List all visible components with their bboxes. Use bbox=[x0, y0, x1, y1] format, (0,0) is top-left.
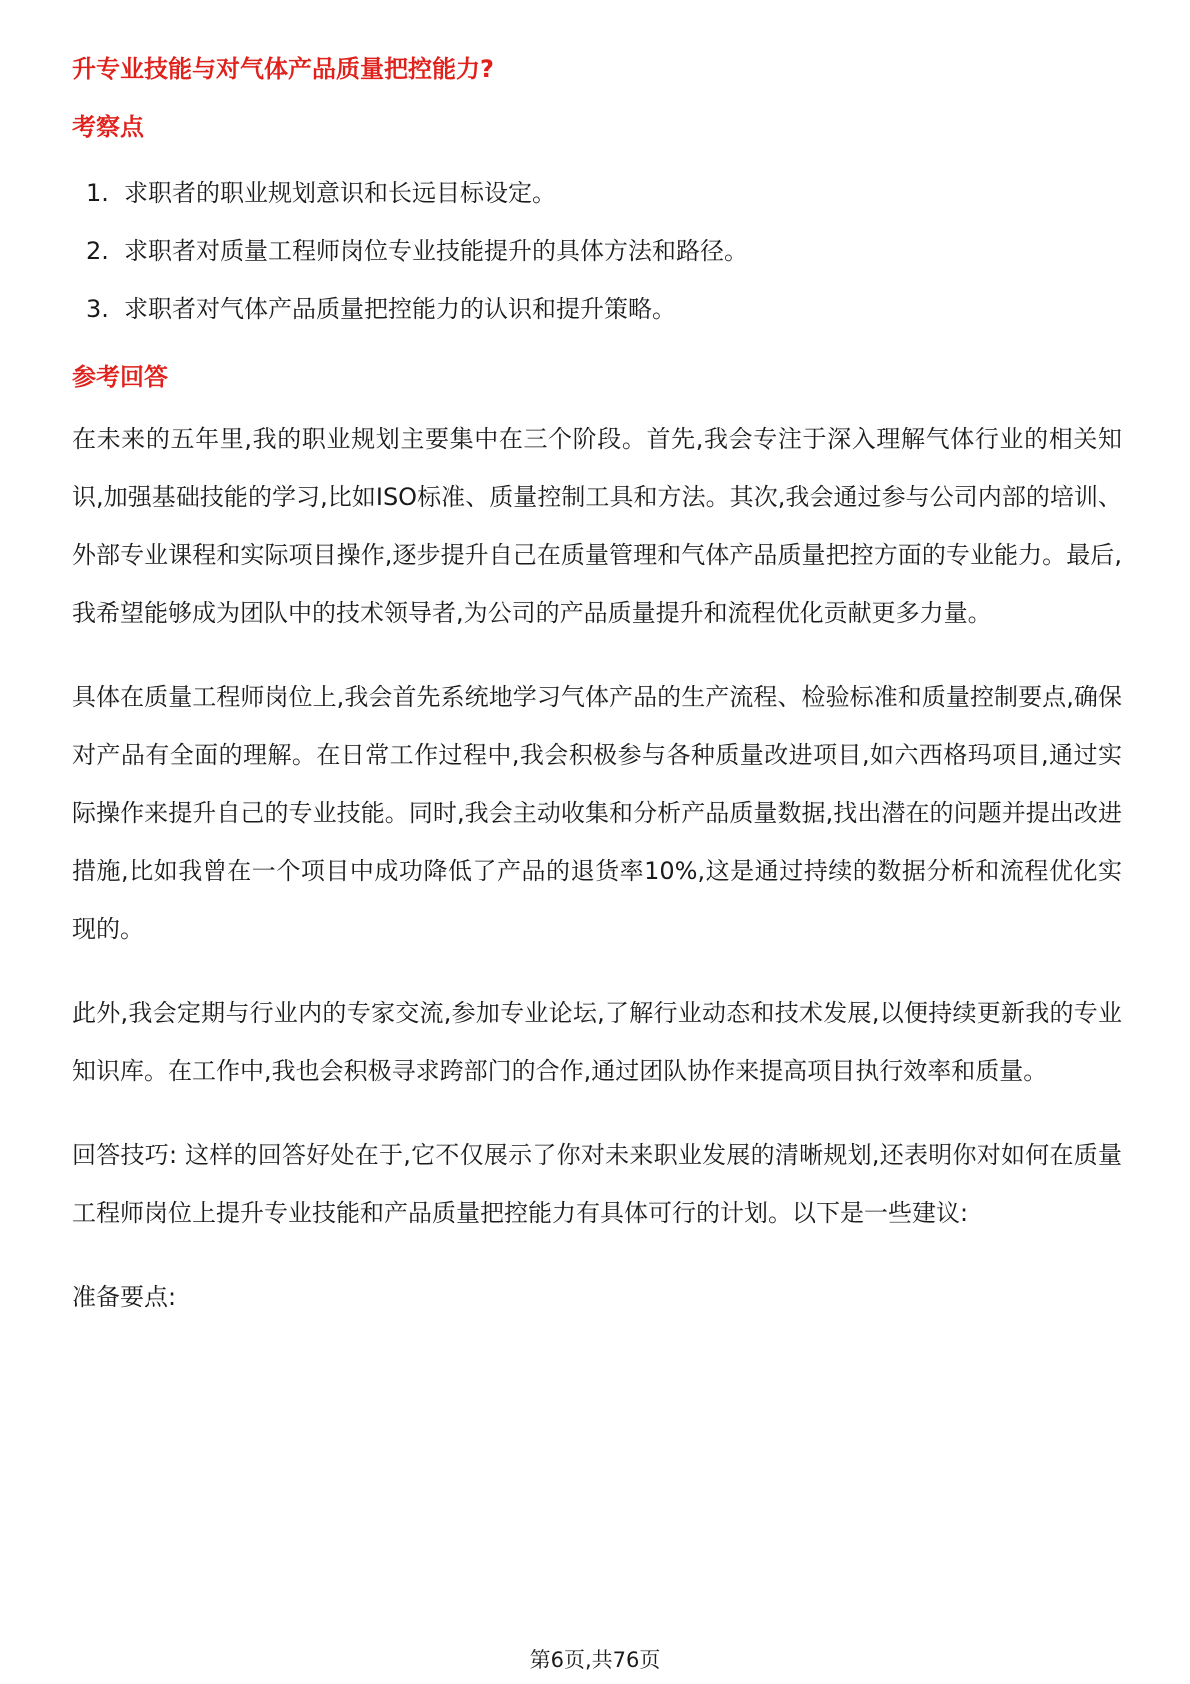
answer-paragraph: 此外,我会定期与行业内的专家交流,参加专业论坛,了解行业动态和技术发展,以便持续更新我的专业知识库。在工作中,我也会积极寻求跨部门的合作,通过团队协作来提高项目执行效率和质量。 bbox=[72, 999, 1122, 1085]
list-item-number: 1. bbox=[86, 179, 109, 207]
list-item-text: 求职者对质量工程师岗位专业技能提升的具体方法和路径。 bbox=[124, 237, 748, 265]
list-item-text: 求职者对气体产品质量把控能力的认识和提升策略。 bbox=[124, 295, 676, 323]
preparation-points-label: 准备要点: bbox=[72, 1283, 177, 1311]
answer-tips-paragraph: 回答技巧: 这样的回答好处在于,它不仅展示了你对未来职业发展的清晰规划,还表明你对如何在质量工程师岗位上提升专业技能和产品质量把控能力有具体可行的计划。以下是一些建议: bbox=[72, 1141, 1122, 1227]
list-item-number: 2. bbox=[86, 237, 109, 265]
page-number-footer: 第6页,共76页 bbox=[529, 1648, 661, 1672]
list-item bbox=[72, 174, 1122, 212]
answer-paragraph: 在未来的五年里,我的职业规划主要集中在三个阶段。首先,我会专注于深入理解气体行业的相关知识,加强基础技能的学习,比如ISO标准、质量控制工具和方法。其次,我会通过参与公司内部的培训、外部专业课程和实际项目操作,逐步提升自己在质量管理和气体产品质量把控方面的专业能力。最后,我希望能够成为团队中的技术领导者,为公司的产品质量提升和流程优化贡献更多力量。 bbox=[72, 425, 1122, 627]
question-title: 升专业技能与对气体产品质量把控能力? bbox=[72, 55, 494, 83]
list-item bbox=[72, 232, 1122, 270]
examination-points-list bbox=[72, 174, 1122, 328]
answer-heading: 参考回答 bbox=[72, 363, 168, 391]
list-item bbox=[72, 290, 1122, 328]
list-item-text: 求职者的职业规划意识和长远目标设定。 bbox=[124, 179, 556, 207]
answer-paragraph: 具体在质量工程师岗位上,我会首先系统地学习气体产品的生产流程、检验标准和质量控制要点,确保对产品有全面的理解。在日常工作过程中,我会积极参与各种质量改进项目,如六西格玛项目,通过实际操作来提升自己的专业技能。同时,我会主动收集和分析产品质量数据,找出潜在的问题并提出改进措施,比如我曾在一个项目中成功降低了产品的退货率10%,这是通过持续的数据分析和流程优化实现的。 bbox=[72, 683, 1122, 943]
page-content bbox=[72, 50, 1122, 1352]
list-item-number: 3. bbox=[86, 295, 109, 323]
examination-heading: 考察点 bbox=[72, 113, 144, 141]
